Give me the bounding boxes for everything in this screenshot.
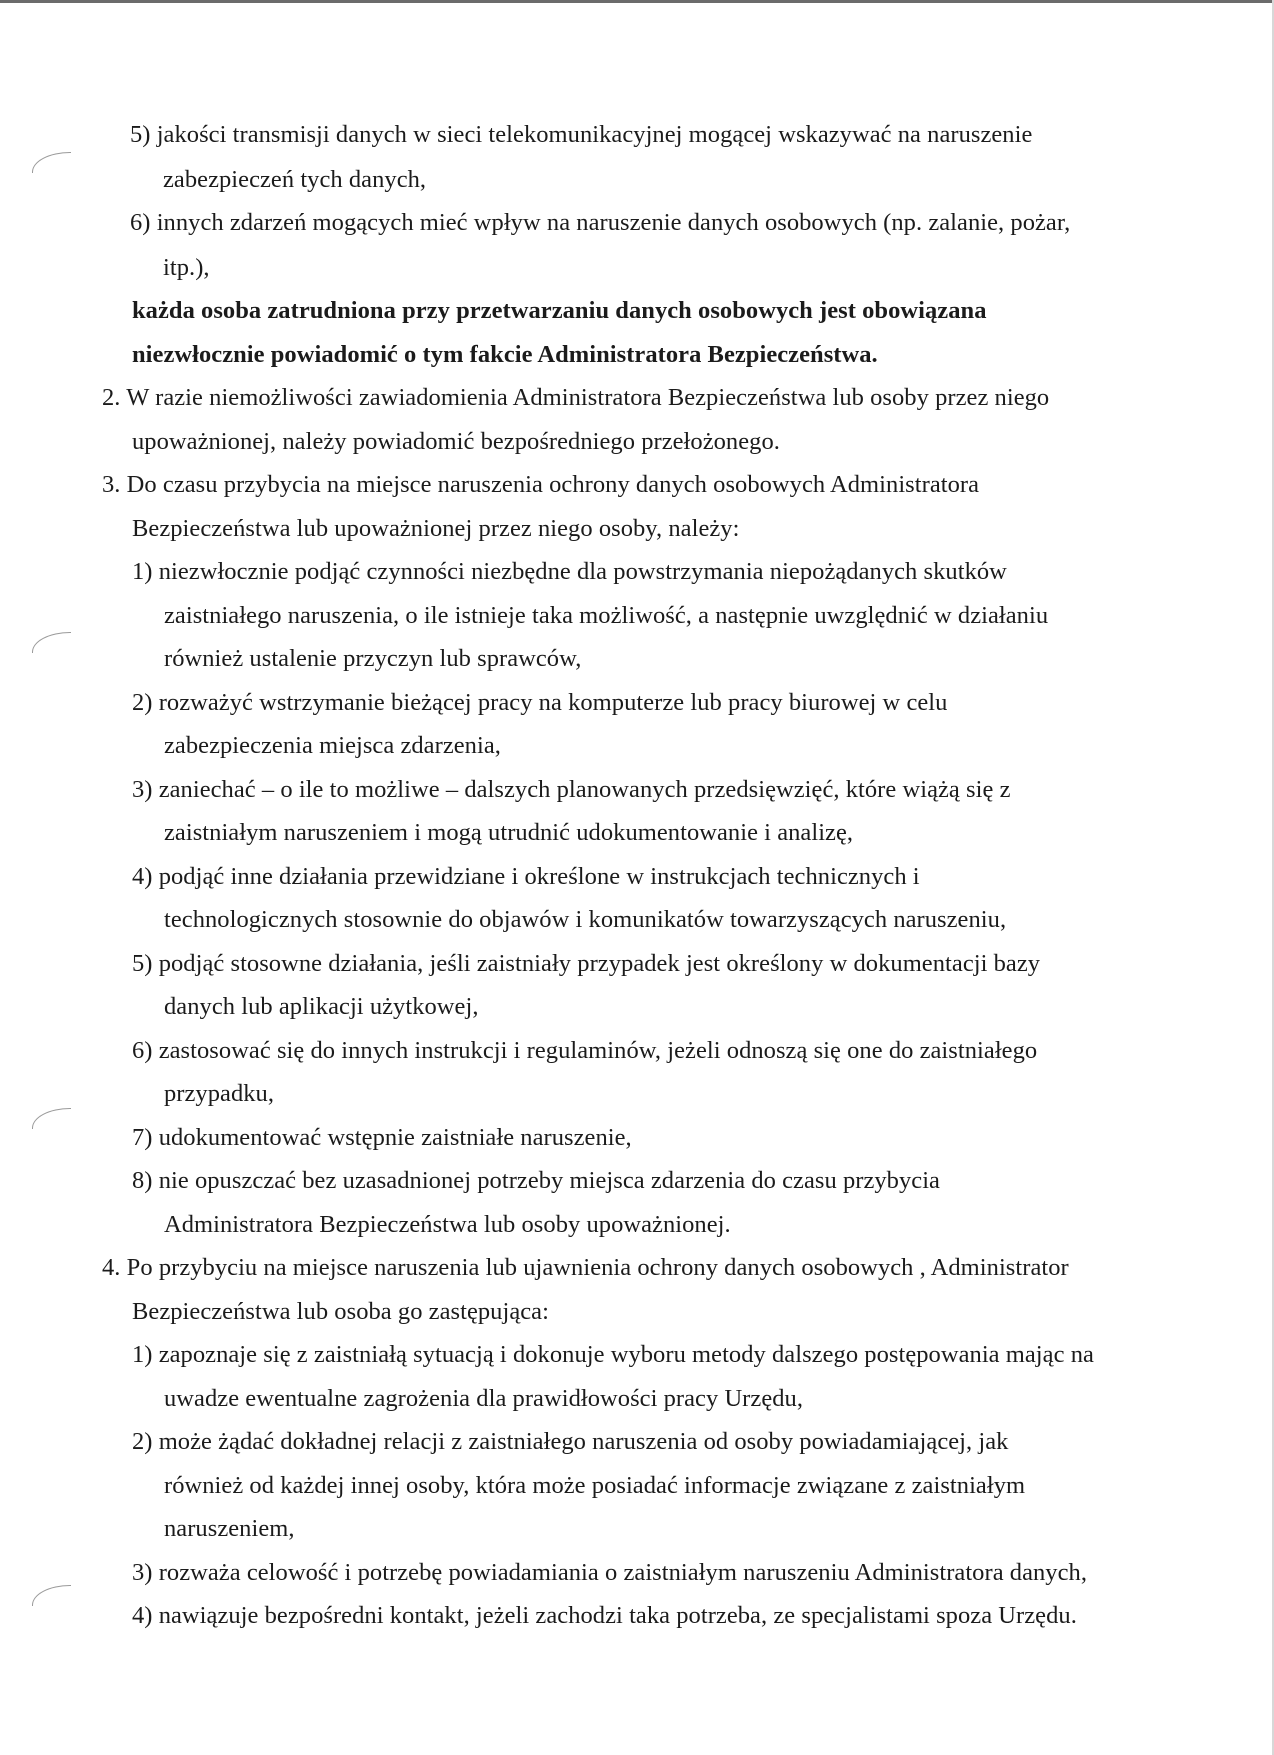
binder-hole-mark — [32, 1585, 71, 1606]
binder-hole-mark — [32, 152, 71, 173]
list-item-line: 5) podjąć stosowne działania, jeśli zaistniały przypadek jest określony w dokumentacji bazy — [132, 950, 1041, 977]
bold-instruction-line: każda osoba zatrudniona przy przetwarzaniu danych osobowych jest obowiązana — [132, 297, 987, 324]
list-item-line: zabezpieczeń tych danych, — [163, 166, 427, 193]
list-item-line: 6) innych zdarzeń mogących mieć wpływ na naruszenie danych osobowych (np. zalanie, pożar, — [130, 209, 1071, 236]
list-item-line: Administratora Bezpieczeństwa lub osoby upoważnionej. — [164, 1211, 731, 1238]
list-item-line: również od każdej innej osoby, która może posiadać informacje związane z zaistniałym — [164, 1472, 1026, 1499]
list-item-line: itp.), — [163, 254, 210, 281]
list-item-line: 7) udokumentować wstępnie zaistniałe naruszenie, — [132, 1124, 632, 1151]
paragraph-line: Bezpieczeństwa lub upoważnionej przez niego osoby, należy: — [132, 515, 740, 542]
list-item-line: 3) zaniechać – o ile to możliwe – dalszych planowanych przedsięwzięć, które wiążą się z — [132, 776, 1011, 803]
list-item-line: zaistniałego naruszenia, o ile istnieje taka możliwość, a następnie uwzględnić w działaniu — [164, 602, 1049, 629]
list-item-line: technologicznych stosownie do objawów i komunikatów towarzyszących naruszeniu, — [164, 906, 1007, 933]
list-item-line: 4) nawiązuje bezpośredni kontakt, jeżeli zachodzi taka potrzeba, ze specjalistami spoza Urzędu. — [132, 1602, 1077, 1629]
list-item-line: zabezpieczenia miejsca zdarzenia, — [164, 732, 501, 759]
paragraph-line: upoważnionej, należy powiadomić bezpośredniego przełożonego. — [132, 428, 780, 455]
bold-instruction-line: niezwłocznie powiadomić o tym fakcie Administratora Bezpieczeństwa. — [132, 341, 878, 368]
list-item-line: 2) rozważyć wstrzymanie bieżącej pracy na komputerze lub pracy biurowej w celu — [132, 689, 948, 716]
binder-hole-mark — [32, 1108, 71, 1129]
list-item-line: naruszeniem, — [164, 1515, 295, 1542]
list-item-line: 1) zapoznaje się z zaistniałą sytuacją i dokonuje wyboru metody dalszego postępowania mając na — [132, 1341, 1094, 1368]
list-item-line: uwadze ewentualne zagrożenia dla prawidłowości pracy Urzędu, — [164, 1385, 804, 1412]
list-item-line: również ustalenie przyczyn lub sprawców, — [164, 645, 582, 672]
list-item-line: 5) jakości transmisji danych w sieci telekomunikacyjnej mogącej wskazywać na naruszenie — [130, 121, 1033, 148]
list-item-line: 1) niezwłocznie podjąć czynności niezbędne dla powstrzymania niepożądanych skutków — [132, 558, 1007, 585]
list-item-line: zaistniałym naruszeniem i mogą utrudnić udokumentowanie i analizę, — [164, 819, 854, 846]
scan-top-border — [0, 0, 1274, 3]
paragraph-line: 2. W razie niemożliwości zawiadomienia Administratora Bezpieczeństwa lub osoby przez niego — [102, 384, 1050, 411]
list-item-line: 2) może żądać dokładnej relacji z zaistniałego naruszenia od osoby powiadamiającej, jak — [132, 1428, 1009, 1455]
binder-hole-mark — [32, 632, 71, 653]
list-item-line: 4) podjąć inne działania przewidziane i określone w instrukcjach technicznych i — [132, 863, 920, 890]
list-item-line: przypadku, — [164, 1080, 275, 1107]
paragraph-line: 3. Do czasu przybycia na miejsce naruszenia ochrony danych osobowych Administratora — [102, 471, 980, 498]
list-item-line: 3) rozważa celowość i potrzebę powiadamiania o zaistniałym naruszeniu Administratora danych, — [132, 1559, 1088, 1586]
list-item-line: 8) nie opuszczać bez uzasadnionej potrzeby miejsca zdarzenia do czasu przybycia — [132, 1167, 940, 1194]
list-item-line: 6) zastosować się do innych instrukcji i regulaminów, jeżeli odnoszą się one do zaistniałego — [132, 1037, 1038, 1064]
paragraph-line: 4. Po przybyciu na miejsce naruszenia lub ujawnienia ochrony danych osobowych , Administrator — [102, 1254, 1069, 1281]
paragraph-line: Bezpieczeństwa lub osoba go zastępująca: — [132, 1298, 549, 1325]
list-item-line: danych lub aplikacji użytkowej, — [164, 993, 479, 1020]
